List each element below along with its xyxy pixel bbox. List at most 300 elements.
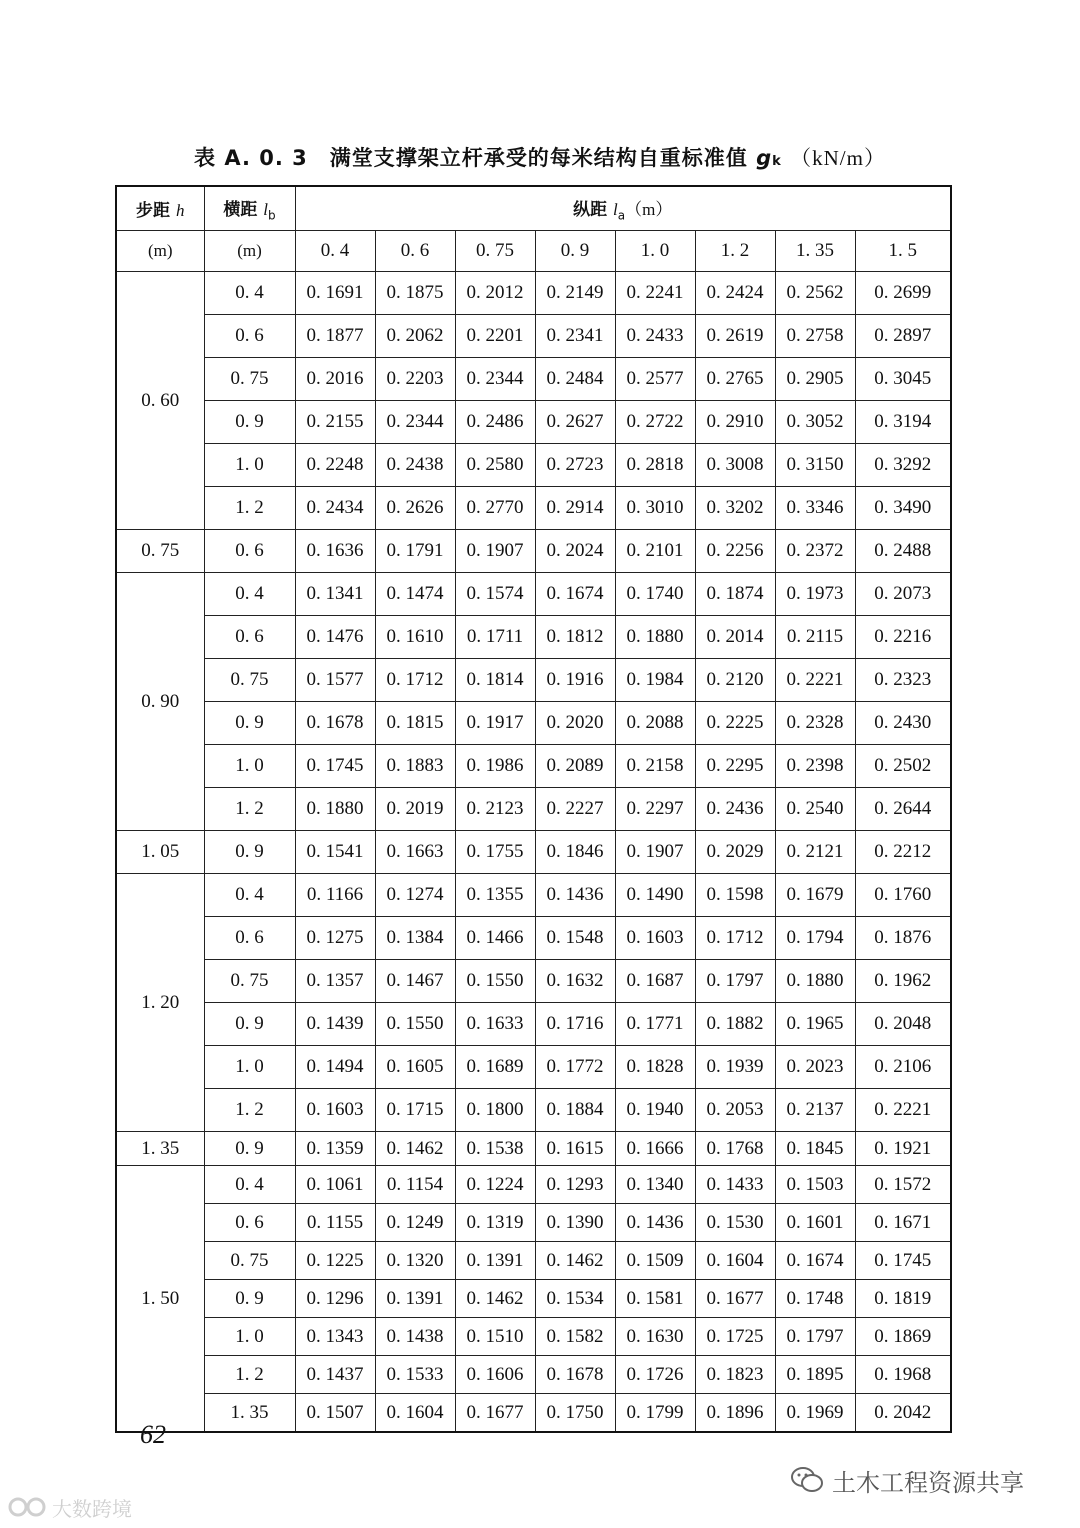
table-cell: 0. 1293 <box>535 1166 615 1204</box>
transverse-value: 1. 2 <box>204 788 295 831</box>
table-cell: 0. 1433 <box>695 1166 775 1204</box>
table-cell: 0. 1772 <box>535 1046 615 1089</box>
table-cell: 0. 2216 <box>855 616 951 659</box>
symbol-subscript: k <box>772 154 782 169</box>
table-cell: 0. 2758 <box>775 315 855 358</box>
wechat-icon <box>790 1466 824 1494</box>
table-cell: 0. 2626 <box>375 487 455 530</box>
table-cell: 0. 1507 <box>295 1394 375 1433</box>
transverse-value: 0. 6 <box>204 315 295 358</box>
table-cell: 0. 1630 <box>615 1318 695 1356</box>
transverse-value: 1. 0 <box>204 1046 295 1089</box>
table-cell: 0. 1711 <box>455 616 535 659</box>
table-cell: 0. 1726 <box>615 1356 695 1394</box>
transverse-value: 1. 2 <box>204 487 295 530</box>
table-cell: 0. 1875 <box>375 272 455 315</box>
table-cell: 0. 1319 <box>455 1204 535 1242</box>
table-cell: 0. 1666 <box>615 1132 695 1166</box>
table-cell: 0. 1969 <box>775 1394 855 1433</box>
table-cell: 0. 1869 <box>855 1318 951 1356</box>
table-cell: 0. 1677 <box>455 1394 535 1433</box>
logo-icon <box>8 1494 48 1520</box>
table-cell: 0. 1476 <box>295 616 375 659</box>
transverse-value: 0. 9 <box>204 1132 295 1166</box>
table-cell: 0. 2323 <box>855 659 951 702</box>
transverse-value: 1. 35 <box>204 1394 295 1433</box>
table-cell: 0. 2016 <box>295 358 375 401</box>
table-cell: 0. 2723 <box>535 444 615 487</box>
table-cell: 0. 2484 <box>535 358 615 401</box>
table-cell: 0. 1671 <box>855 1204 951 1242</box>
table-cell: 0. 1880 <box>615 616 695 659</box>
table-cell: 0. 1582 <box>535 1318 615 1356</box>
table-cell: 0. 2053 <box>695 1089 775 1132</box>
table-cell: 0. 1768 <box>695 1132 775 1166</box>
table-cell: 0. 3490 <box>855 487 951 530</box>
table-cell: 0. 2155 <box>295 401 375 444</box>
table-cell: 0. 1341 <box>295 573 375 616</box>
table-cell: 0. 1534 <box>535 1280 615 1318</box>
table-row <box>116 917 951 960</box>
table-cell: 0. 1343 <box>295 1318 375 1356</box>
table-cell: 0. 1797 <box>775 1318 855 1356</box>
header-la-value: 1. 2 <box>695 231 775 272</box>
table-cell: 0. 1391 <box>375 1280 455 1318</box>
table-cell: 0. 1800 <box>455 1089 535 1132</box>
table-cell: 0. 2905 <box>775 358 855 401</box>
table-cell: 0. 1917 <box>455 702 535 745</box>
table-cell: 0. 1691 <box>295 272 375 315</box>
table-cell: 0. 1986 <box>455 745 535 788</box>
table-cell: 0. 2897 <box>855 315 951 358</box>
table-cell: 0. 2149 <box>535 272 615 315</box>
table-row <box>116 1242 951 1280</box>
table-cell: 0. 1296 <box>295 1280 375 1318</box>
table-cell: 0. 1819 <box>855 1280 951 1318</box>
table-cell: 0. 1689 <box>455 1046 535 1089</box>
table-row <box>116 616 951 659</box>
transverse-value: 0. 75 <box>204 1242 295 1280</box>
table-cell: 0. 2434 <box>295 487 375 530</box>
table-cell: 0. 1845 <box>775 1132 855 1166</box>
table-cell: 0. 1880 <box>295 788 375 831</box>
header-la-value: 1. 35 <box>775 231 855 272</box>
table-cell: 0. 2295 <box>695 745 775 788</box>
table-cell: 0. 1674 <box>535 573 615 616</box>
table-row <box>116 960 951 1003</box>
table-cell: 0. 2227 <box>535 788 615 831</box>
table-cell: 0. 2256 <box>695 530 775 573</box>
table-row <box>116 1280 951 1318</box>
table-cell: 0. 1390 <box>535 1204 615 1242</box>
table-cell: 0. 1921 <box>855 1132 951 1166</box>
table-row <box>116 444 951 487</box>
table-cell: 0. 2619 <box>695 315 775 358</box>
page-number: 62 <box>140 1420 166 1449</box>
table-row <box>116 401 951 444</box>
table-cell: 0. 2540 <box>775 788 855 831</box>
table-cell: 0. 1679 <box>775 874 855 917</box>
watermark <box>790 1460 1024 1500</box>
table-cell: 0. 1274 <box>375 874 455 917</box>
transverse-value: 1. 0 <box>204 745 295 788</box>
table-cell: 0. 1812 <box>535 616 615 659</box>
table-cell: 0. 1436 <box>535 874 615 917</box>
transverse-value: 0. 9 <box>204 702 295 745</box>
header-la-value: 0. 4 <box>295 231 375 272</box>
table-cell: 0. 1577 <box>295 659 375 702</box>
table-cell: 0. 2580 <box>455 444 535 487</box>
table-cell: 0. 2627 <box>535 401 615 444</box>
table-cell: 0. 2644 <box>855 788 951 831</box>
table-cell: 0. 1755 <box>455 831 535 874</box>
table-cell: 0. 1490 <box>615 874 695 917</box>
table-row <box>116 1356 951 1394</box>
watermark-logo-text: 大数跨境 <box>52 1496 132 1521</box>
table-cell: 0. 2121 <box>775 831 855 874</box>
table-cell: 0. 1530 <box>695 1204 775 1242</box>
watermark-text: 土木工程资源共享 <box>832 1468 1024 1497</box>
table-cell: 0. 1716 <box>535 1003 615 1046</box>
table-row <box>116 1089 951 1132</box>
transverse-value: 0. 75 <box>204 358 295 401</box>
table-row <box>116 1046 951 1089</box>
header-transverse-unit: (m) <box>204 231 295 272</box>
transverse-value: 0. 6 <box>204 530 295 573</box>
table-row <box>116 1003 951 1046</box>
table-cell: 0. 1916 <box>535 659 615 702</box>
table-cell: 0. 1359 <box>295 1132 375 1166</box>
table-unit: （kN/m） <box>790 146 886 170</box>
table-cell: 0. 2024 <box>535 530 615 573</box>
table-cell: 0. 1467 <box>375 960 455 1003</box>
table-row <box>116 702 951 745</box>
table-cell: 0. 2221 <box>775 659 855 702</box>
table-cell: 0. 2577 <box>615 358 695 401</box>
table-cell: 0. 2372 <box>775 530 855 573</box>
table-cell: 0. 2341 <box>535 315 615 358</box>
table-row <box>116 573 951 616</box>
table-cell: 0. 1436 <box>615 1204 695 1242</box>
table-cell: 0. 2344 <box>375 401 455 444</box>
header-la-value: 0. 75 <box>455 231 535 272</box>
table-cell: 0. 1815 <box>375 702 455 745</box>
table-cell: 0. 2438 <box>375 444 455 487</box>
table-cell: 0. 1884 <box>535 1089 615 1132</box>
table-cell: 0. 2241 <box>615 272 695 315</box>
table-cell: 0. 1791 <box>375 530 455 573</box>
step-value: 0. 60 <box>116 272 204 530</box>
table-cell: 0. 1712 <box>695 917 775 960</box>
table-cell: 0. 1615 <box>535 1132 615 1166</box>
table-cell: 0. 1678 <box>295 702 375 745</box>
header-transverse: 横距 $l_b$ <box>204 186 295 231</box>
table-cell: 0. 1771 <box>615 1003 695 1046</box>
table-cell: 0. 1598 <box>695 874 775 917</box>
table-cell: 0. 2770 <box>455 487 535 530</box>
table-cell: 0. 1876 <box>855 917 951 960</box>
transverse-value: 0. 6 <box>204 917 295 960</box>
table-cell: 0. 1896 <box>695 1394 775 1433</box>
table-cell: 0. 2201 <box>455 315 535 358</box>
table-row <box>116 1394 951 1433</box>
table-cell: 0. 1155 <box>295 1204 375 1242</box>
table-cell: 0. 2486 <box>455 401 535 444</box>
table-cell: 0. 1712 <box>375 659 455 702</box>
table-cell: 0. 1632 <box>535 960 615 1003</box>
table-cell: 0. 2048 <box>855 1003 951 1046</box>
table-cell: 0. 1437 <box>295 1356 375 1394</box>
table-cell: 0. 1604 <box>695 1242 775 1280</box>
table-cell: 0. 2248 <box>295 444 375 487</box>
table-cell: 0. 2225 <box>695 702 775 745</box>
table-cell: 0. 1799 <box>615 1394 695 1433</box>
table-row <box>116 487 951 530</box>
table-cell: 0. 1462 <box>455 1280 535 1318</box>
table-cell: 0. 1823 <box>695 1356 775 1394</box>
table-cell: 0. 2023 <box>775 1046 855 1089</box>
table-row <box>116 1132 951 1166</box>
table-cell: 0. 1907 <box>455 530 535 573</box>
table-cell: 0. 1973 <box>775 573 855 616</box>
table-cell: 0. 1603 <box>615 917 695 960</box>
table-cell: 0. 1984 <box>615 659 695 702</box>
table-cell: 0. 1745 <box>855 1242 951 1280</box>
table-cell: 0. 3346 <box>775 487 855 530</box>
table-cell: 0. 1391 <box>455 1242 535 1280</box>
table-cell: 0. 1509 <box>615 1242 695 1280</box>
transverse-value: 1. 0 <box>204 444 295 487</box>
table-row <box>116 358 951 401</box>
table-cell: 0. 1494 <box>295 1046 375 1089</box>
table-row <box>116 874 951 917</box>
table-cell: 0. 3194 <box>855 401 951 444</box>
table-cell: 0. 2328 <box>775 702 855 745</box>
table-cell: 0. 1880 <box>775 960 855 1003</box>
table-cell: 0. 1384 <box>375 917 455 960</box>
table-cell: 0. 2221 <box>855 1089 951 1132</box>
table-cell: 0. 1633 <box>455 1003 535 1046</box>
transverse-value: 0. 4 <box>204 1166 295 1204</box>
step-value: 1. 35 <box>116 1132 204 1166</box>
table-cell: 0. 2488 <box>855 530 951 573</box>
table-cell: 0. 1895 <box>775 1356 855 1394</box>
table-cell: 0. 2029 <box>695 831 775 874</box>
table-cell: 0. 1166 <box>295 874 375 917</box>
table-cell: 0. 2137 <box>775 1089 855 1132</box>
table-cell: 0. 1663 <box>375 831 455 874</box>
transverse-value: 0. 9 <box>204 1280 295 1318</box>
table-cell: 0. 2115 <box>775 616 855 659</box>
table-cell: 0. 1940 <box>615 1089 695 1132</box>
table-cell: 0. 1962 <box>855 960 951 1003</box>
table-cell: 0. 1725 <box>695 1318 775 1356</box>
table-cell: 0. 2914 <box>535 487 615 530</box>
table-cell: 0. 3008 <box>695 444 775 487</box>
table-cell: 0. 1439 <box>295 1003 375 1046</box>
transverse-value: 0. 9 <box>204 401 295 444</box>
table-cell: 0. 1877 <box>295 315 375 358</box>
table-cell: 0. 1968 <box>855 1356 951 1394</box>
table-cell: 0. 1581 <box>615 1280 695 1318</box>
table-cell: 0. 1550 <box>455 960 535 1003</box>
table-cell: 0. 3052 <box>775 401 855 444</box>
table-cell: 0. 1275 <box>295 917 375 960</box>
header-longitudinal: 纵距 $l_a(m)$ <box>295 186 951 231</box>
transverse-value: 1. 0 <box>204 1318 295 1356</box>
table-cell: 0. 1462 <box>535 1242 615 1280</box>
table-cell: 0. 1748 <box>775 1280 855 1318</box>
table-cell: 0. 1538 <box>455 1132 535 1166</box>
table-cell: 0. 2344 <box>455 358 535 401</box>
table-cell: 0. 1320 <box>375 1242 455 1280</box>
table-cell: 0. 2158 <box>615 745 695 788</box>
table-caption <box>0 142 1080 172</box>
table-cell: 0. 2297 <box>615 788 695 831</box>
table-row <box>116 272 951 315</box>
watermark-logo <box>8 1490 132 1524</box>
table-cell: 0. 1604 <box>375 1394 455 1433</box>
symbol: g <box>756 146 773 170</box>
table-cell: 0. 2120 <box>695 659 775 702</box>
table-cell: 0. 1249 <box>375 1204 455 1242</box>
table-cell: 0. 2433 <box>615 315 695 358</box>
transverse-value: 0. 4 <box>204 272 295 315</box>
table-cell: 0. 1474 <box>375 573 455 616</box>
transverse-value: 0. 9 <box>204 831 295 874</box>
table-cell: 0. 1745 <box>295 745 375 788</box>
table-cell: 0. 1466 <box>455 917 535 960</box>
table-row <box>116 659 951 702</box>
transverse-value: 0. 4 <box>204 874 295 917</box>
table-cell: 0. 1883 <box>375 745 455 788</box>
header-la-value: 0. 6 <box>375 231 455 272</box>
table-cell: 0. 2106 <box>855 1046 951 1089</box>
table-cell: 0. 1965 <box>775 1003 855 1046</box>
table-cell: 0. 2765 <box>695 358 775 401</box>
table-cell: 0. 1939 <box>695 1046 775 1089</box>
table-cell: 0. 1548 <box>535 917 615 960</box>
table-cell: 0. 2042 <box>855 1394 951 1433</box>
table-cell: 0. 1846 <box>535 831 615 874</box>
table-cell: 0. 1154 <box>375 1166 455 1204</box>
table-cell: 0. 1355 <box>455 874 535 917</box>
transverse-value: 0. 9 <box>204 1003 295 1046</box>
step-value: 0. 90 <box>116 573 204 831</box>
table-cell: 0. 1794 <box>775 917 855 960</box>
table-cell: 0. 2424 <box>695 272 775 315</box>
table-cell: 0. 2562 <box>775 272 855 315</box>
table-cell: 0. 1550 <box>375 1003 455 1046</box>
table-cell: 0. 2910 <box>695 401 775 444</box>
header-la-value: 1. 5 <box>855 231 951 272</box>
table-cell: 0. 1340 <box>615 1166 695 1204</box>
table-cell: 0. 1438 <box>375 1318 455 1356</box>
table-cell: 0. 3045 <box>855 358 951 401</box>
table-cell: 0. 2062 <box>375 315 455 358</box>
table-cell: 0. 1750 <box>535 1394 615 1433</box>
table-cell: 0. 1677 <box>695 1280 775 1318</box>
transverse-value: 1. 2 <box>204 1356 295 1394</box>
table-cell: 0. 2502 <box>855 745 951 788</box>
table-cell: 0. 1636 <box>295 530 375 573</box>
table-cell: 0. 1510 <box>455 1318 535 1356</box>
table-cell: 0. 1610 <box>375 616 455 659</box>
transverse-value: 0. 6 <box>204 616 295 659</box>
table-cell: 0. 2073 <box>855 573 951 616</box>
table-cell: 0. 1687 <box>615 960 695 1003</box>
table-row <box>116 831 951 874</box>
table-cell: 0. 1674 <box>775 1242 855 1280</box>
table-cell: 0. 1874 <box>695 573 775 616</box>
transverse-value: 1. 2 <box>204 1089 295 1132</box>
table-cell: 0. 2203 <box>375 358 455 401</box>
table-cell: 0. 1503 <box>775 1166 855 1204</box>
header-step-unit: (m) <box>116 231 204 272</box>
table-cell: 0. 3150 <box>775 444 855 487</box>
table-cell: 0. 2123 <box>455 788 535 831</box>
table-cell: 0. 2012 <box>455 272 535 315</box>
table-cell: 0. 1462 <box>375 1132 455 1166</box>
table-row <box>116 530 951 573</box>
transverse-value: 0. 75 <box>204 659 295 702</box>
table-cell: 0. 1601 <box>775 1204 855 1242</box>
table-cell: 0. 1533 <box>375 1356 455 1394</box>
table-cell: 0. 3202 <box>695 487 775 530</box>
table-cell: 0. 2436 <box>695 788 775 831</box>
step-value: 1. 50 <box>116 1166 204 1433</box>
table-cell: 0. 3292 <box>855 444 951 487</box>
table-row <box>116 1166 951 1204</box>
table-cell: 0. 1678 <box>535 1356 615 1394</box>
header-la-value: 0. 9 <box>535 231 615 272</box>
table-cell: 0. 1882 <box>695 1003 775 1046</box>
table-cell: 0. 2398 <box>775 745 855 788</box>
table-cell: 0. 2722 <box>615 401 695 444</box>
step-value: 1. 20 <box>116 874 204 1132</box>
step-value: 1. 05 <box>116 831 204 874</box>
table-cell: 0. 2088 <box>615 702 695 745</box>
table-cell: 0. 2818 <box>615 444 695 487</box>
table-cell: 0. 1574 <box>455 573 535 616</box>
table-cell: 0. 2020 <box>535 702 615 745</box>
table-row <box>116 315 951 358</box>
table-cell: 0. 1605 <box>375 1046 455 1089</box>
table-title: 满堂支撑架立杆承受的每米结构自重标准值 <box>329 146 748 170</box>
table-cell: 0. 2430 <box>855 702 951 745</box>
self-weight-table <box>115 185 952 1433</box>
table-cell: 0. 1061 <box>295 1166 375 1204</box>
transverse-value: 0. 4 <box>204 573 295 616</box>
table-cell: 0. 1225 <box>295 1242 375 1280</box>
table-cell: 0. 2101 <box>615 530 695 573</box>
table-row <box>116 1318 951 1356</box>
table-cell: 0. 1572 <box>855 1166 951 1204</box>
table-cell: 0. 1224 <box>455 1166 535 1204</box>
step-value: 0. 75 <box>116 530 204 573</box>
table-cell: 0. 1907 <box>615 831 695 874</box>
table-cell: 0. 2019 <box>375 788 455 831</box>
table-cell: 0. 2699 <box>855 272 951 315</box>
table-cell: 0. 1541 <box>295 831 375 874</box>
table-row <box>116 1204 951 1242</box>
table-cell: 0. 1603 <box>295 1089 375 1132</box>
header-step: 步距 h <box>116 186 204 231</box>
transverse-value: 0. 75 <box>204 960 295 1003</box>
table-cell: 0. 1797 <box>695 960 775 1003</box>
table-cell: 0. 3010 <box>615 487 695 530</box>
header-la-value: 1. 0 <box>615 231 695 272</box>
